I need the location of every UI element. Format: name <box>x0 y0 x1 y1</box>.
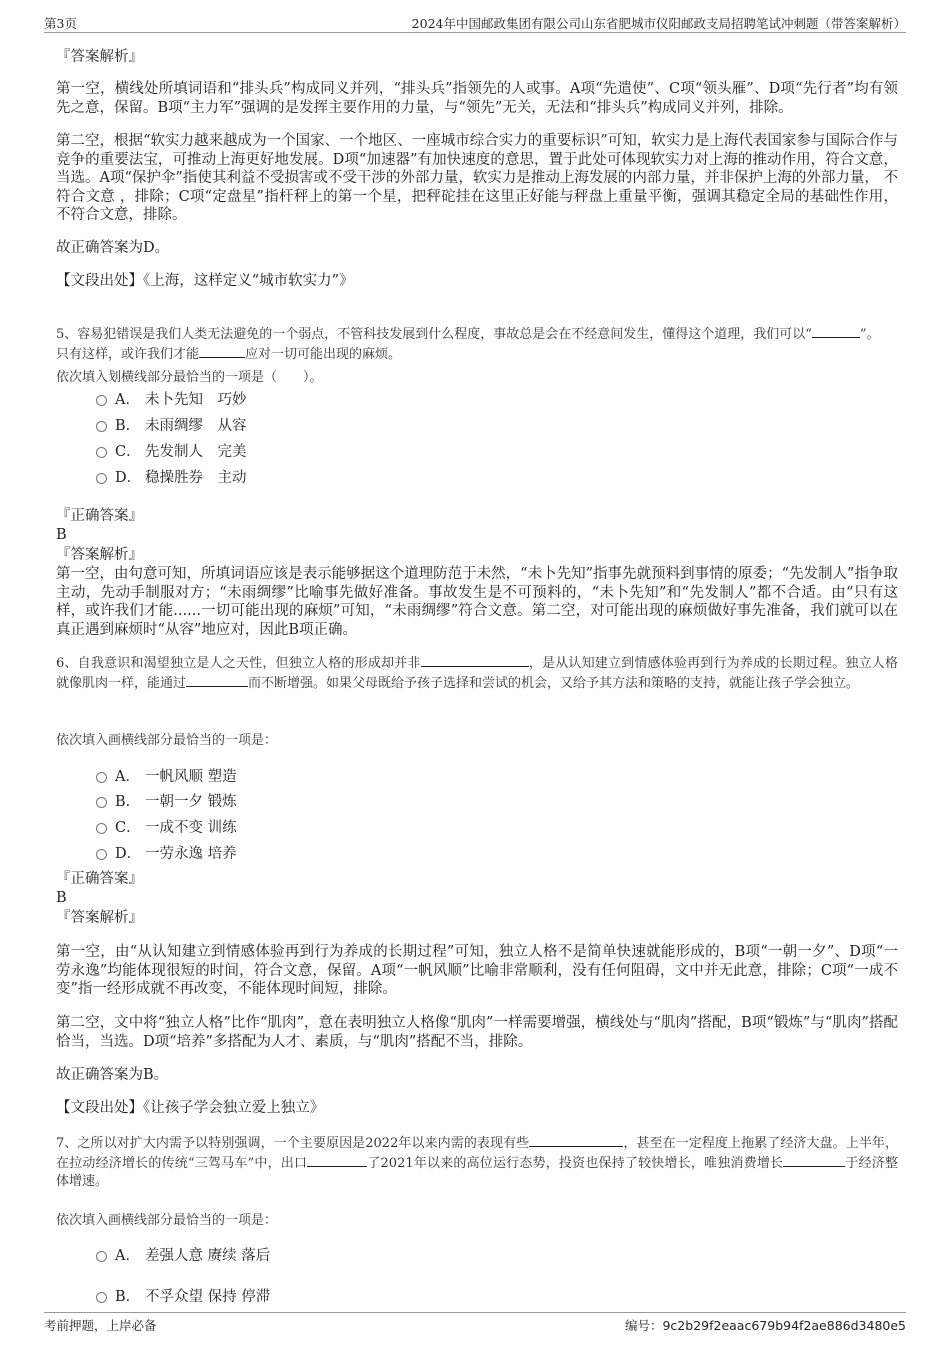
q5-analysis-label: 『答案解析』 <box>56 547 143 563</box>
blank-2 <box>307 1154 367 1167</box>
blank-2 <box>199 345 245 358</box>
q7-stem: 7、之所以对扩大内需予以特别强调，一个主要原因是2022年以来内需的表现有些 ，甚至在一定程度上拖累了经济大盘。上半年，在拉动经济增长的传统“三驾马车”中，出口 了2021年以来的高位运行态势，投资也保持了较快增长，唯独消费增长 于经济整体增速。 <box>56 1136 898 1189</box>
radio-icon[interactable] <box>96 849 107 860</box>
q6-option-a[interactable]: A． 一帆风顺 塑造 <box>96 765 237 786</box>
page-footer <box>44 1312 906 1335</box>
q5-option-d[interactable]: D． 稳操胜券 主动 <box>96 466 247 487</box>
q6-source: 【文段出处】《让孩子学会独立爱上独立》 <box>56 1100 325 1116</box>
q5-answer-label: 『正确答案』 <box>56 508 143 524</box>
document-title: 2024年中国邮政集团有限公司山东省肥城市仪阳邮政支局招聘笔试冲刺题（带答案解析） <box>411 16 906 31</box>
q6-conclusion: 故正确答案为B。 <box>56 1067 169 1083</box>
q6-answer-label: 『正确答案』 <box>56 871 143 887</box>
q4-source: 【文段出处】《上海，这样定义“城市软实力”》 <box>56 273 354 289</box>
radio-icon[interactable] <box>96 421 107 432</box>
q6-option-d[interactable]: D． 一劳永逸 培养 <box>96 842 237 863</box>
blank-3 <box>783 1154 845 1167</box>
q5-answer: B <box>56 527 67 543</box>
radio-icon[interactable] <box>96 1292 107 1303</box>
page-number: 第3页 <box>44 16 77 31</box>
q5-prompt: 依次填入划横线部分最恰当的一项是（ ）。 <box>56 370 323 385</box>
blank-1 <box>529 1134 623 1147</box>
document-code: 编号：9c2b29f2eaac679b94f2ae886d3480e5 <box>624 1318 906 1333</box>
q4-analysis-label: 『答案解析』 <box>56 49 143 65</box>
radio-icon[interactable] <box>96 797 107 808</box>
q5-option-c[interactable]: C． 先发制人 完美 <box>96 440 247 461</box>
q5-option-b[interactable]: B． 未雨绸缪 从容 <box>96 414 247 435</box>
q7-prompt: 依次填入画横线部分最恰当的一项是： <box>56 1213 278 1228</box>
q5-option-a[interactable]: A． 未卜先知 巧妙 <box>96 388 247 409</box>
radio-icon[interactable] <box>96 473 107 484</box>
radio-icon[interactable] <box>96 395 107 406</box>
q6-analysis-label: 『答案解析』 <box>56 910 143 926</box>
q7-option-b[interactable]: B． 不孚众望 保持 停滞 <box>96 1285 270 1306</box>
q6-option-b[interactable]: B． 一朝一夕 锻炼 <box>96 790 237 811</box>
q6-answer: B <box>56 890 67 906</box>
footer-slogan: 考前押题，上岸必备 <box>44 1318 157 1333</box>
q4-conclusion: 故正确答案为D。 <box>56 240 170 256</box>
q6-analysis-para1: 第一空，由“从认知建立到情感体验再到行为养成的长期过程”可知，独立人格不是简单快速就能形成的，B项“一朝一夕”、D项“一劳永逸”均能体现很短的时间，符合文意，保留。A项“一帆风顺”比喻非常顺利，没有任何阻碍，文中并无此意，排除；C项“一成不变”指一经形成就不再改变，不能体现时间短，排除。 <box>56 944 898 997</box>
q5-stem: 5、容易犯错误是我们人类无法避免的一个弱点，不管科技发展到什么程度，事故总是会在不经意间发生，懂得这个道理，我们可以“ ”。 只有这样，或许我们才能 应对一切可能出现的麻烦。 <box>56 327 880 362</box>
blank-2 <box>186 674 248 687</box>
q7-option-a[interactable]: A． 差强人意 赓续 落后 <box>96 1244 270 1265</box>
q5-analysis: 第一空，由句意可知，所填词语应该是表示能够据这个道理防范于未然，“未卜先知”指事先就预料到事情的原委；“先发制人”指争取主动，先动手制服对方；“未雨绸缪”比喻事先做好准备。事故发生是不可预料的，“未卜先知”和“先发制人”都不合适。由“只有这样，或许我们才能......一切可能出现的麻烦”可知，“未雨绸缪”符合文意。第二空，对可能出现的麻烦做好事先准备，我们就可以在真正遇到麻烦时“从容”地应对，因此B项正确。 <box>56 566 898 638</box>
radio-icon[interactable] <box>96 772 107 783</box>
q6-stem: 6、自我意识和渴望独立是人之天性，但独立人格的形成却并非 ，是从认知建立到情感体验再到行为养成的长期过程。独立人格就像肌肉一样，能通过 而不断增强。如果父母既给予孩子选择和尝试的机会，又给予其方法和策略的支持，就能让孩子学会独立。 <box>56 656 898 691</box>
q6-option-c[interactable]: C． 一成不变 训练 <box>96 816 237 837</box>
radio-icon[interactable] <box>96 1251 107 1262</box>
q4-analysis-para2: 第二空，根据“软实力越来越成为一个国家、一个地区、一座城市综合实力的重要标识”可知，软实力是上海代表国家参与国际合作与竞争的重要法宝，可推动上海更好地发展。D项“加速器”有加快速度的意思，置于此处可体现软实力对上海的推动作用，符合文意，当选。A项“保护伞”指使其利益不受损害或不受干涉的外部力量，软实力是推动上海发展的内部力量，并非保护上海的外部力量， 不符合文意 ，排除；C项“定盘星”指杆秤上的第一个星，把秤砣挂在这里正好能与秤盘上重量平衡，强调其稳定全局的基础性作用，不符合文意，排除。 <box>56 133 898 223</box>
blank-1 <box>812 325 860 338</box>
q6-analysis-para2: 第二空，文中将“独立人格”比作“肌肉”，意在表明独立人格像“肌肉”一样需要增强，横线处与“肌肉”搭配，B项“锻炼”与“肌肉”搭配恰当，当选。D项“培养”多搭配为人才、素质，与“肌肉”搭配不当，排除。 <box>56 1015 898 1050</box>
blank-1 <box>421 654 529 667</box>
q4-analysis-para1: 第一空，横线处所填词语和“排头兵”构成同义并列，“排头兵”指领先的人或事。A项“先遣使”、C项“领头雁”、D项“先行者”均有领先之意，保留。B项“主力军”强调的是发挥主要作用的力量，与“领先”无关，无法和“排头兵”构成同义并列，排除。 <box>56 81 898 116</box>
q6-prompt: 依次填入画横线部分最恰当的一项是： <box>56 733 278 748</box>
radio-icon[interactable] <box>96 447 107 458</box>
page-header <box>44 12 906 33</box>
radio-icon[interactable] <box>96 823 107 834</box>
